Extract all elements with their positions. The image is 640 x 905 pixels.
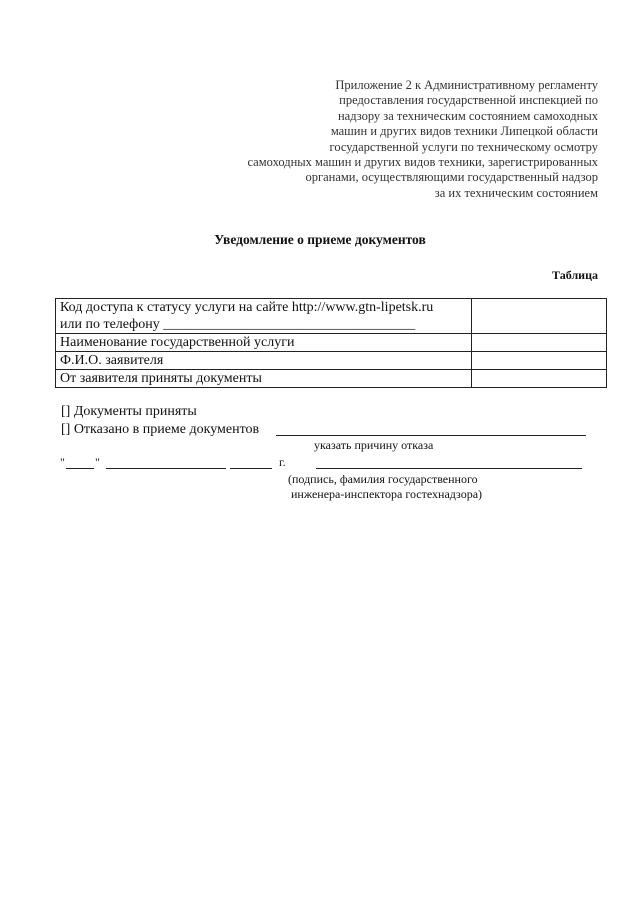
documents-received-value-cell[interactable] — [472, 370, 607, 388]
table-row — [56, 370, 607, 388]
appendix-line: предоставления государственной инспекцией по — [339, 93, 598, 108]
appendix-header — [198, 78, 598, 201]
date-year-line[interactable] — [230, 455, 272, 469]
document-title: Уведомление о приеме документов — [214, 232, 426, 247]
date-quote-open: " — [60, 455, 65, 469]
table-row — [56, 352, 607, 370]
applicant-name-value-cell[interactable] — [472, 352, 607, 370]
service-name-value-cell[interactable] — [472, 334, 607, 352]
date-quote-close: " — [95, 455, 100, 469]
year-suffix: г. — [279, 455, 286, 469]
signature-caption-line2: инженера-инспектора гостехнадзора) — [291, 487, 483, 501]
appendix-line: машин и других видов техники Липецкой области — [330, 124, 598, 139]
appendix-line: самоходных машин и других видов техники, зарегистрированных — [247, 155, 598, 170]
table-row — [56, 299, 607, 334]
service-name-label: Наименование государственной услуги — [56, 334, 472, 352]
access-code-label-line2: или по телефону ____________________________________ — [60, 317, 416, 332]
refusal-reason-line[interactable] — [276, 421, 586, 436]
signature-caption-line1: (подпись, фамилия государственного — [288, 472, 478, 486]
access-code-value-cell[interactable] — [472, 299, 607, 334]
refusal-reason-caption: указать причину отказа — [314, 438, 434, 452]
signature-line[interactable] — [316, 455, 582, 469]
appendix-line: органами, осуществляющими государственный надзор — [305, 170, 598, 185]
appendix-line: Приложение 2 к Административному регламенту — [335, 78, 598, 92]
applicant-name-label: Ф.И.О. заявителя — [56, 352, 472, 370]
appendix-line: государственной услуги по техническому осмотру — [329, 139, 598, 154]
documents-accepted-option[interactable]: [] Документы приняты — [61, 404, 197, 419]
documents-refused-option[interactable]: [] Отказано в приеме документов — [61, 422, 260, 437]
access-code-label-line1: Код доступа к статусу услуги на сайте http://www.gtn-lipetsk.ru — [60, 300, 434, 315]
notice-table — [55, 298, 607, 388]
documents-received-label: От заявителя приняты документы — [56, 370, 472, 388]
date-month-line[interactable] — [106, 455, 226, 469]
appendix-line: надзору за техническим состоянием самоходных — [337, 108, 598, 123]
date-day-line[interactable] — [66, 455, 94, 469]
appendix-line: за их техническим состоянием — [434, 185, 598, 200]
table-row — [56, 334, 607, 352]
access-code-label — [56, 299, 472, 334]
table-label: Таблица — [552, 268, 598, 282]
